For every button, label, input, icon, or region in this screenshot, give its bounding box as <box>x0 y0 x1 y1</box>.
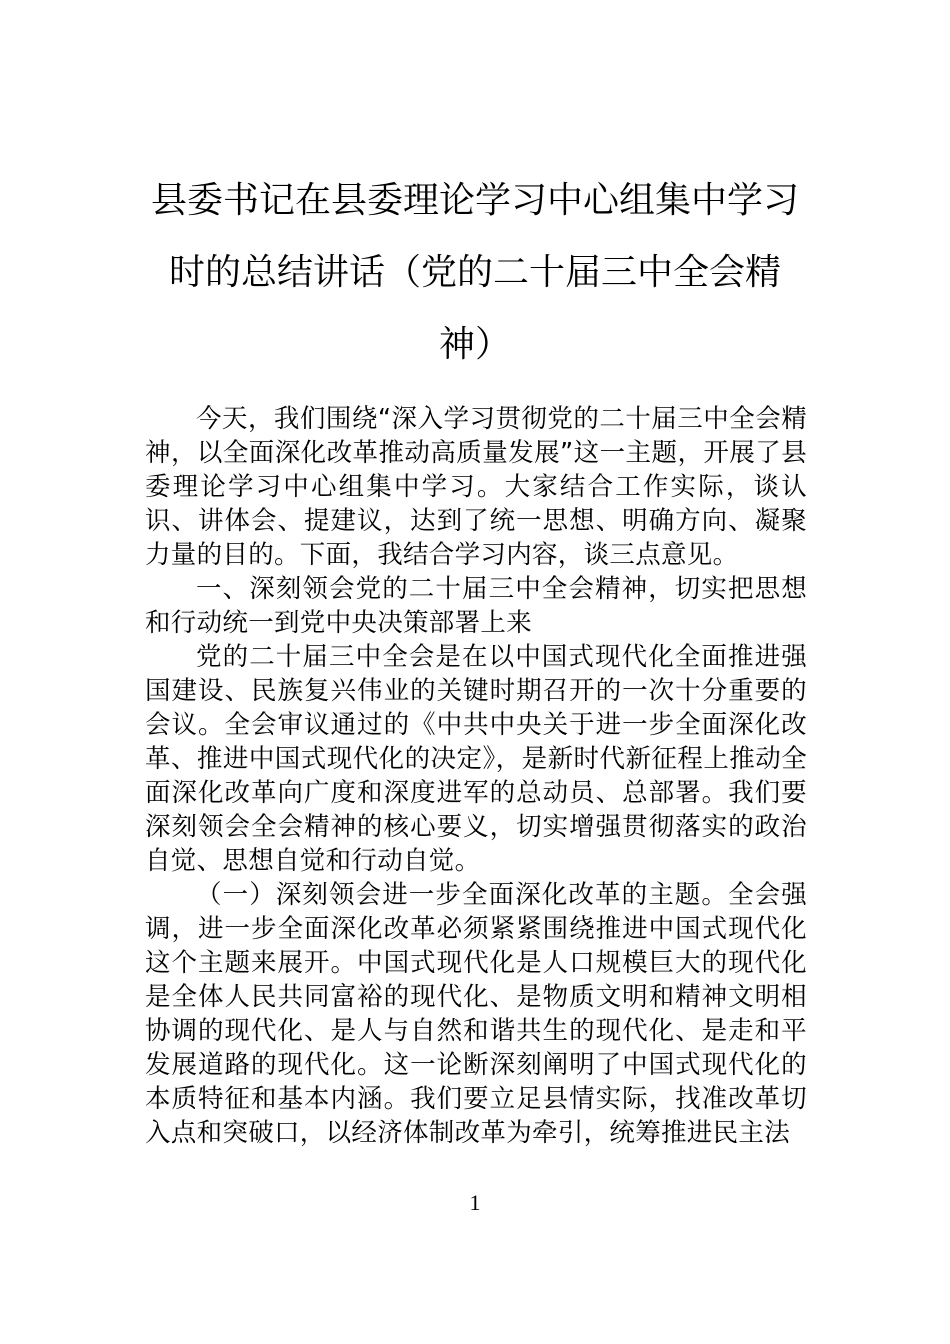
body-paragraph: 党的二十届三中全会是在以中国式现代化全面推进强国建设、民族复兴伟业的关键时期召开的一次十分重要的会议。全会审议通过的《中共中央关于进一步全面深化改革、推进中国式现代化的决定》，是新时代新征程上推动全面深化改革向广度和深度进军的总动员、总部署。我们要深刻领会全会精神的核心要义，切实增强贯彻落实的政治自觉、思想自觉和行动自觉。 <box>145 642 807 876</box>
section-heading-1: 一、深刻领会党的二十届三中全会精神，切实把思想和行动统一到党中央决策部署上来 <box>145 574 807 638</box>
title-line-1: 县委书记在县委理论学习中心组集中学习 <box>150 180 799 221</box>
title-line-3: 神） <box>438 324 511 365</box>
document-body <box>145 402 807 1150</box>
document-title <box>145 165 805 381</box>
subsection-paragraph-1: （一）深刻领会进一步全面深化改革的主题。全会强调，进一步全面深化改革必须紧紧围绕推进中国式现代化这个主题来展开。中国式现代化是人口规模巨大的现代化是全体人民共同富裕的现代化、是物质文明和精神文明相协调的现代化、是人与自然和谐共生的现代化、是走和平发展道路的现代化。这一论断深刻阐明了中国式现代化的本质特征和基本内涵。我们要立足县情实际，找准改革切入点和突破口，以经济体制改革为牵引，统筹推进民主法 <box>145 880 807 1148</box>
page-number: 1 <box>469 1190 481 1215</box>
title-line-2: 时的总结讲话（党的二十届三中全会精 <box>168 252 781 293</box>
intro-paragraph: 今天，我们围绕“深入学习贯彻党的二十届三中全会精神，以全面深化改革推动高质量发展”这一主题，开展了县委理论学习中心组集中学习。大家结合工作实际，谈认识、讲体会、提建议，达到了统一思想、明确方向、凝聚力量的目的。下面，我结合学习内容，谈三点意见。 <box>145 404 807 570</box>
